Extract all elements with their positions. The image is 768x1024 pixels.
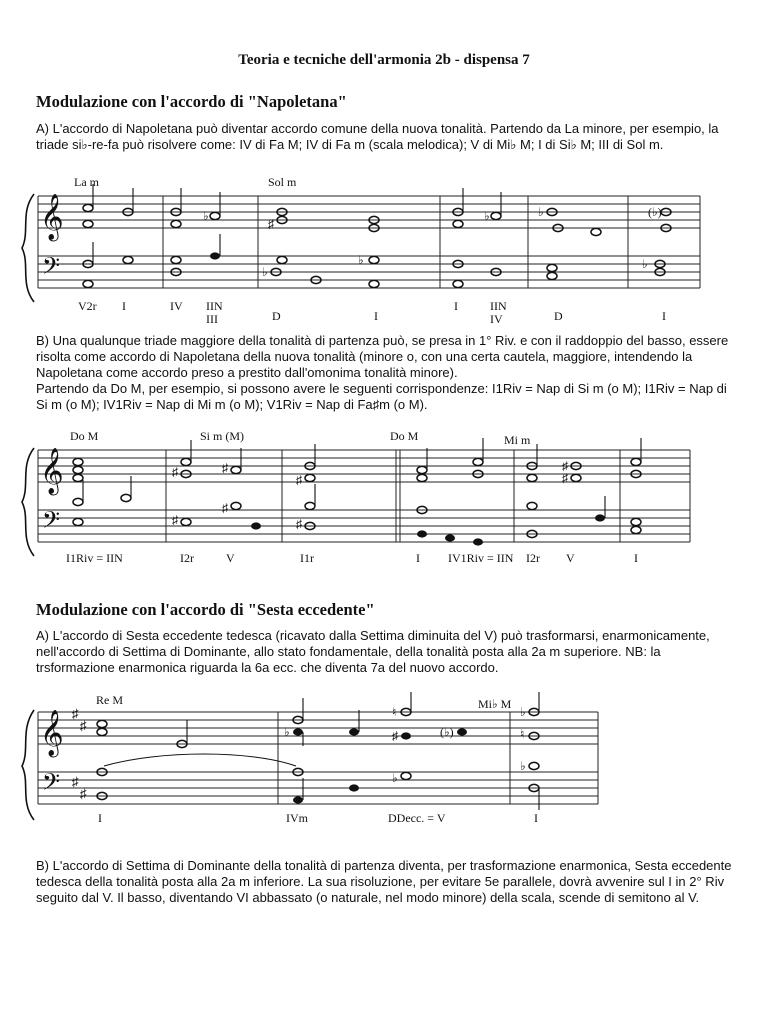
- tie-arc: [104, 754, 296, 766]
- svg-text:♯: ♯: [222, 461, 228, 475]
- function-label: V: [566, 551, 575, 565]
- treble-notes: [73, 438, 641, 487]
- score-example-sesta-eccedente: [0, 690, 768, 830]
- function-label: I: [534, 811, 538, 825]
- function-label: IV1Riv = IIN: [448, 551, 514, 565]
- svg-text:♯: ♯: [268, 217, 274, 231]
- svg-text:♭: ♭: [484, 209, 490, 223]
- function-label: IIN: [206, 299, 223, 313]
- bass-staff: [38, 772, 598, 804]
- svg-text:♭: ♭: [538, 205, 544, 219]
- paragraph-sesta-a: [36, 628, 736, 676]
- svg-text:♯: ♯: [392, 729, 398, 743]
- key-label: Do M: [390, 429, 419, 443]
- bass-clef-icon: 𝄢: [42, 770, 61, 801]
- section-heading-sesta-eccedente: Modulazione con l'accordo di "Sesta eccedente": [36, 600, 375, 619]
- function-label: IV: [490, 312, 503, 326]
- paragraph-text: Partendo da Do M, per esempio, si possono avere le seguenti corrispondenze: I1Riv = Nap di Si m (o M); I1Riv = Nap di Si m (o M); IV1Riv = Nap di Mi m (o M); V1Riv = Nap di Fa♯m (o M).: [36, 381, 727, 412]
- svg-text:♭: ♭: [203, 209, 209, 223]
- function-label: DDecc. = V: [388, 811, 446, 825]
- function-label: I2r: [180, 551, 194, 565]
- key-label: Sol m: [268, 175, 297, 189]
- function-label: IVm: [286, 811, 308, 825]
- brace: [22, 194, 34, 302]
- function-label: I: [454, 299, 458, 313]
- function-label: I: [98, 811, 102, 825]
- svg-text:♯: ♯: [222, 501, 228, 515]
- treble-staff: [38, 196, 700, 228]
- svg-text:♯: ♯: [562, 459, 568, 473]
- paragraph-text: B) Una qualunque triade maggiore della tonalità di partenza può, se presa in 1° Riv. e con il raddoppio del basso, essere risolta come accordo di Napoletana della nuova tonalità (minore o, con una certa cautela, maggiore, intendendo la Napoletana come accordo preso a prestito dall'omonima tonalità minore).: [36, 333, 729, 380]
- function-label: D: [554, 309, 563, 323]
- bass-staff: [38, 510, 690, 542]
- treble-clef-icon: 𝄞: [40, 710, 64, 755]
- bass-notes: [73, 476, 641, 546]
- key-label: Mi♭ M: [478, 697, 512, 711]
- function-label: I: [374, 309, 378, 323]
- brace: [22, 448, 34, 556]
- function-label: I1Riv = IIN: [66, 551, 123, 565]
- key-label: Si m (M): [200, 429, 245, 443]
- bass-clef-icon: 𝄢: [42, 508, 61, 539]
- treble-clef-icon: 𝄞: [40, 194, 64, 239]
- key-signature-sharp-icon: ♯: [80, 718, 87, 733]
- function-label: I2r: [526, 551, 540, 565]
- treble-clef-icon: 𝄞: [40, 448, 64, 493]
- svg-text:♯: ♯: [296, 473, 302, 487]
- svg-text:♯: ♯: [296, 517, 302, 531]
- key-label: Do M: [70, 429, 99, 443]
- function-label: I1r: [300, 551, 314, 565]
- key-label: Re M: [96, 693, 123, 707]
- function-label: V: [226, 551, 235, 565]
- bass-notes: [97, 759, 539, 810]
- svg-text:♯: ♯: [172, 513, 178, 527]
- paragraph-sesta-b: [36, 858, 736, 906]
- bass-clef-icon: 𝄢: [42, 254, 61, 285]
- paragraph-napoletana-b: [36, 333, 736, 413]
- svg-text:♭: ♭: [262, 265, 268, 279]
- svg-text:♭: ♭: [642, 257, 648, 271]
- function-label: I: [662, 309, 666, 323]
- svg-text:(♭): (♭): [648, 205, 662, 219]
- function-label: I: [122, 299, 126, 313]
- function-label: IV: [170, 299, 183, 313]
- paragraph-text: A) L'accordo di Napoletana può diventar accordo comune della nuova tonalità. Partendo da La minore, per esempio, la triade si♭-re-fa può risolvere come: IV di Fa M; IV di Fa m (scala melodica); V di Mi♭ M; I di Si♭ M; III di Sol m.: [36, 121, 719, 152]
- paragraph-text: A) L'accordo di Sesta eccedente tedesca (ricavato dalla Settima diminuita del V) può trasformarsi, enarmonicamente, nell'accordo di Settima di Dominante, allo stato fondamentale, della tonalità posta alla 2a m superiore. NB: la trsformazione enarmonica riguarda la 6a ecc. che diventa 7a del nuovo accordo.: [36, 628, 710, 675]
- function-label: D: [272, 309, 281, 323]
- svg-text:♯: ♯: [172, 465, 178, 479]
- svg-text:♭: ♭: [358, 253, 364, 267]
- svg-text:♭: ♭: [284, 725, 290, 739]
- score-example-napoletana-a: [0, 172, 768, 327]
- score-example-napoletana-b: [0, 426, 768, 570]
- paragraph-text: B) L'accordo di Settima di Dominante della tonalità di partenza diventa, per trasformazione enarmonica, Sesta eccedente tedesca della tonalità posta alla 2a m inferiore. La sua risoluzione, per evitare 5e parallele, dovrà avvenire sul I in 2° Riv seguito dal V. Il basso, diventando VI abbassato (o naturale, nel modo minore) della scala, scende di semitono al V.: [36, 858, 732, 905]
- svg-text:(♭): (♭): [440, 725, 454, 739]
- svg-text:♭: ♭: [520, 705, 526, 719]
- svg-text:♮: ♮: [392, 705, 397, 719]
- function-label: I: [634, 551, 638, 565]
- treble-staff: [38, 450, 690, 482]
- section-heading-napoletana: Modulazione con l'accordo di "Napoletana": [36, 92, 347, 111]
- brace: [22, 710, 34, 820]
- svg-text:♯: ♯: [562, 471, 568, 485]
- paragraph-napoletana-a: [36, 121, 736, 153]
- svg-text:♮: ♮: [520, 727, 525, 741]
- function-label: V2r: [78, 299, 97, 313]
- key-signature-sharp-icon: ♯: [72, 774, 79, 789]
- key-signature-sharp-icon: ♯: [72, 706, 79, 721]
- svg-text:♭: ♭: [520, 759, 526, 773]
- function-label: IIN: [490, 299, 507, 313]
- function-label: III: [206, 312, 218, 326]
- key-label: La m: [74, 175, 99, 189]
- svg-text:♭: ♭: [392, 771, 398, 785]
- key-label: Mi m: [504, 433, 531, 447]
- key-signature-sharp-icon: ♯: [80, 786, 87, 801]
- page-title: Teoria e tecniche dell'armonia 2b - dispensa 7: [238, 52, 530, 68]
- treble-staff: [38, 712, 598, 744]
- function-label: I: [416, 551, 420, 565]
